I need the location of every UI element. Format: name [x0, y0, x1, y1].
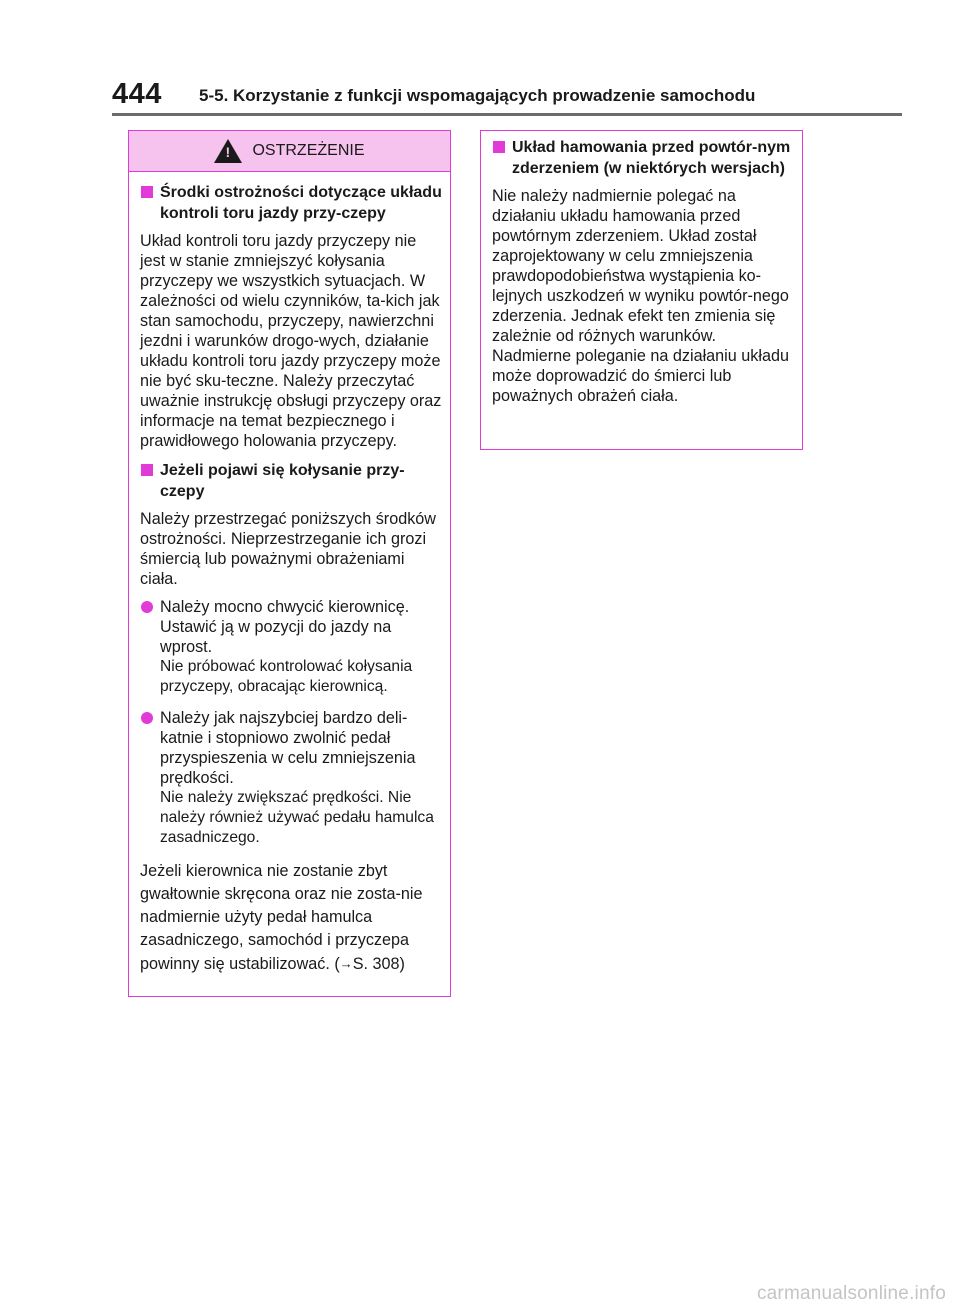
warning-title: OSTRZEŻENIE	[252, 142, 365, 159]
rebraking-box	[480, 130, 803, 450]
rebraking-subheading	[492, 137, 796, 179]
warning-paragraph-3	[140, 860, 444, 976]
rebraking-content	[481, 131, 802, 406]
warning-subheading-2-text: Jeżeli pojawi się kołysanie przy-czepy	[160, 462, 405, 500]
warning-bullet-2-text: Należy jak najszybciej bardzo deli-katnie i stopniowo zwolnić pedał przyspieszenia w celu zmniejszenia prędkości.	[160, 709, 416, 787]
square-bullet-icon	[493, 141, 505, 153]
circle-bullet-icon	[141, 601, 153, 613]
warning-box	[128, 130, 451, 997]
warning-content	[129, 172, 450, 976]
rebraking-paragraph: Nie należy nadmiernie polegać na działaniu układu hamowania przed powtórnym zderzeniem. Układ został zaprojektowany w celu zmniejszenia prawdopodobieństwa wystąpienia ko-lejnych uszkodzeń w wyniku powtór-nego zderzenia. Jednak efekt ten zmienia się zależnie od różnych warunków. Nadmierne poleganie na działaniu układu może doprowadzić do śmierci lub poważnych obrażeń ciała.	[492, 187, 789, 405]
warning-header	[129, 131, 450, 172]
circle-bullet-icon	[141, 712, 153, 724]
square-bullet-icon	[141, 464, 153, 476]
warning-bullet-2	[140, 708, 444, 848]
warning-triangle-icon: !	[214, 139, 242, 163]
warning-paragraph-1: Układ kontroli toru jazdy przyczepy nie jest w stanie zmniejszyć kołysania przyczepy we wszystkich sytuacjach. W zależności od wielu czynników, ta-kich jak stan samochodu, przyczepy, nawierzchni jezdni i warunków drogo-wych, działanie układu kontroli toru jazdy przyczepy może nie być sku-teczne. Należy przeczytać uważnie instrukcję obsługi przyczepy oraz informacje na temat bezpiecznego i prawidłowego holowania przyczepy.	[140, 232, 442, 450]
warning-subheading-2	[140, 460, 444, 502]
warning-bullet-1-note: Nie próbować kontrolować kołysania przyczepy, obracając kierownicą.	[160, 658, 413, 695]
warning-paragraph-2: Należy przestrzegać poniższych środków ostrożności. Nieprzestrzeganie ich grozi śmiercią lub poważnymi obrażeniami ciała.	[140, 510, 436, 588]
page-reference-link[interactable]: S. 308)	[352, 955, 405, 973]
arrow-right-icon: →	[339, 956, 353, 971]
warning-bullet-2-note: Nie należy zwiększać prędkości. Nie należy również używać pedału hamulca zasadniczego.	[160, 789, 434, 846]
watermark: carmanualsonline.info	[756, 1283, 946, 1304]
warning-subheading-1	[140, 182, 444, 224]
rebraking-subheading-text: Układ hamowania przed powtór-nym zderzeniem (w niektórych wersjach)	[512, 139, 791, 177]
square-bullet-icon	[141, 186, 153, 198]
page-number: 444	[112, 78, 162, 110]
header-divider	[112, 113, 902, 116]
section-title: 5-5. Korzystanie z funkcji wspomagających prowadzenie samochodu	[199, 86, 756, 105]
page-header	[0, 0, 960, 120]
warning-bullet-1	[140, 597, 444, 697]
warning-paragraph-3-text: Jeżeli kierownica nie zostanie zbyt gwałtownie skręcona oraz nie zosta-nie nadmiernie użyty pedał hamulca zasadniczego, samochód i przyczepa powinny się ustabilizować. (	[140, 862, 423, 973]
warning-bullet-1-text: Należy mocno chwycić kierownicę. Ustawić ją w pozycji do jazdy na wprost.	[160, 598, 410, 656]
warning-subheading-1-text: Środki ostrożności dotyczące układu kontroli toru jazdy przy-czepy	[160, 184, 442, 222]
